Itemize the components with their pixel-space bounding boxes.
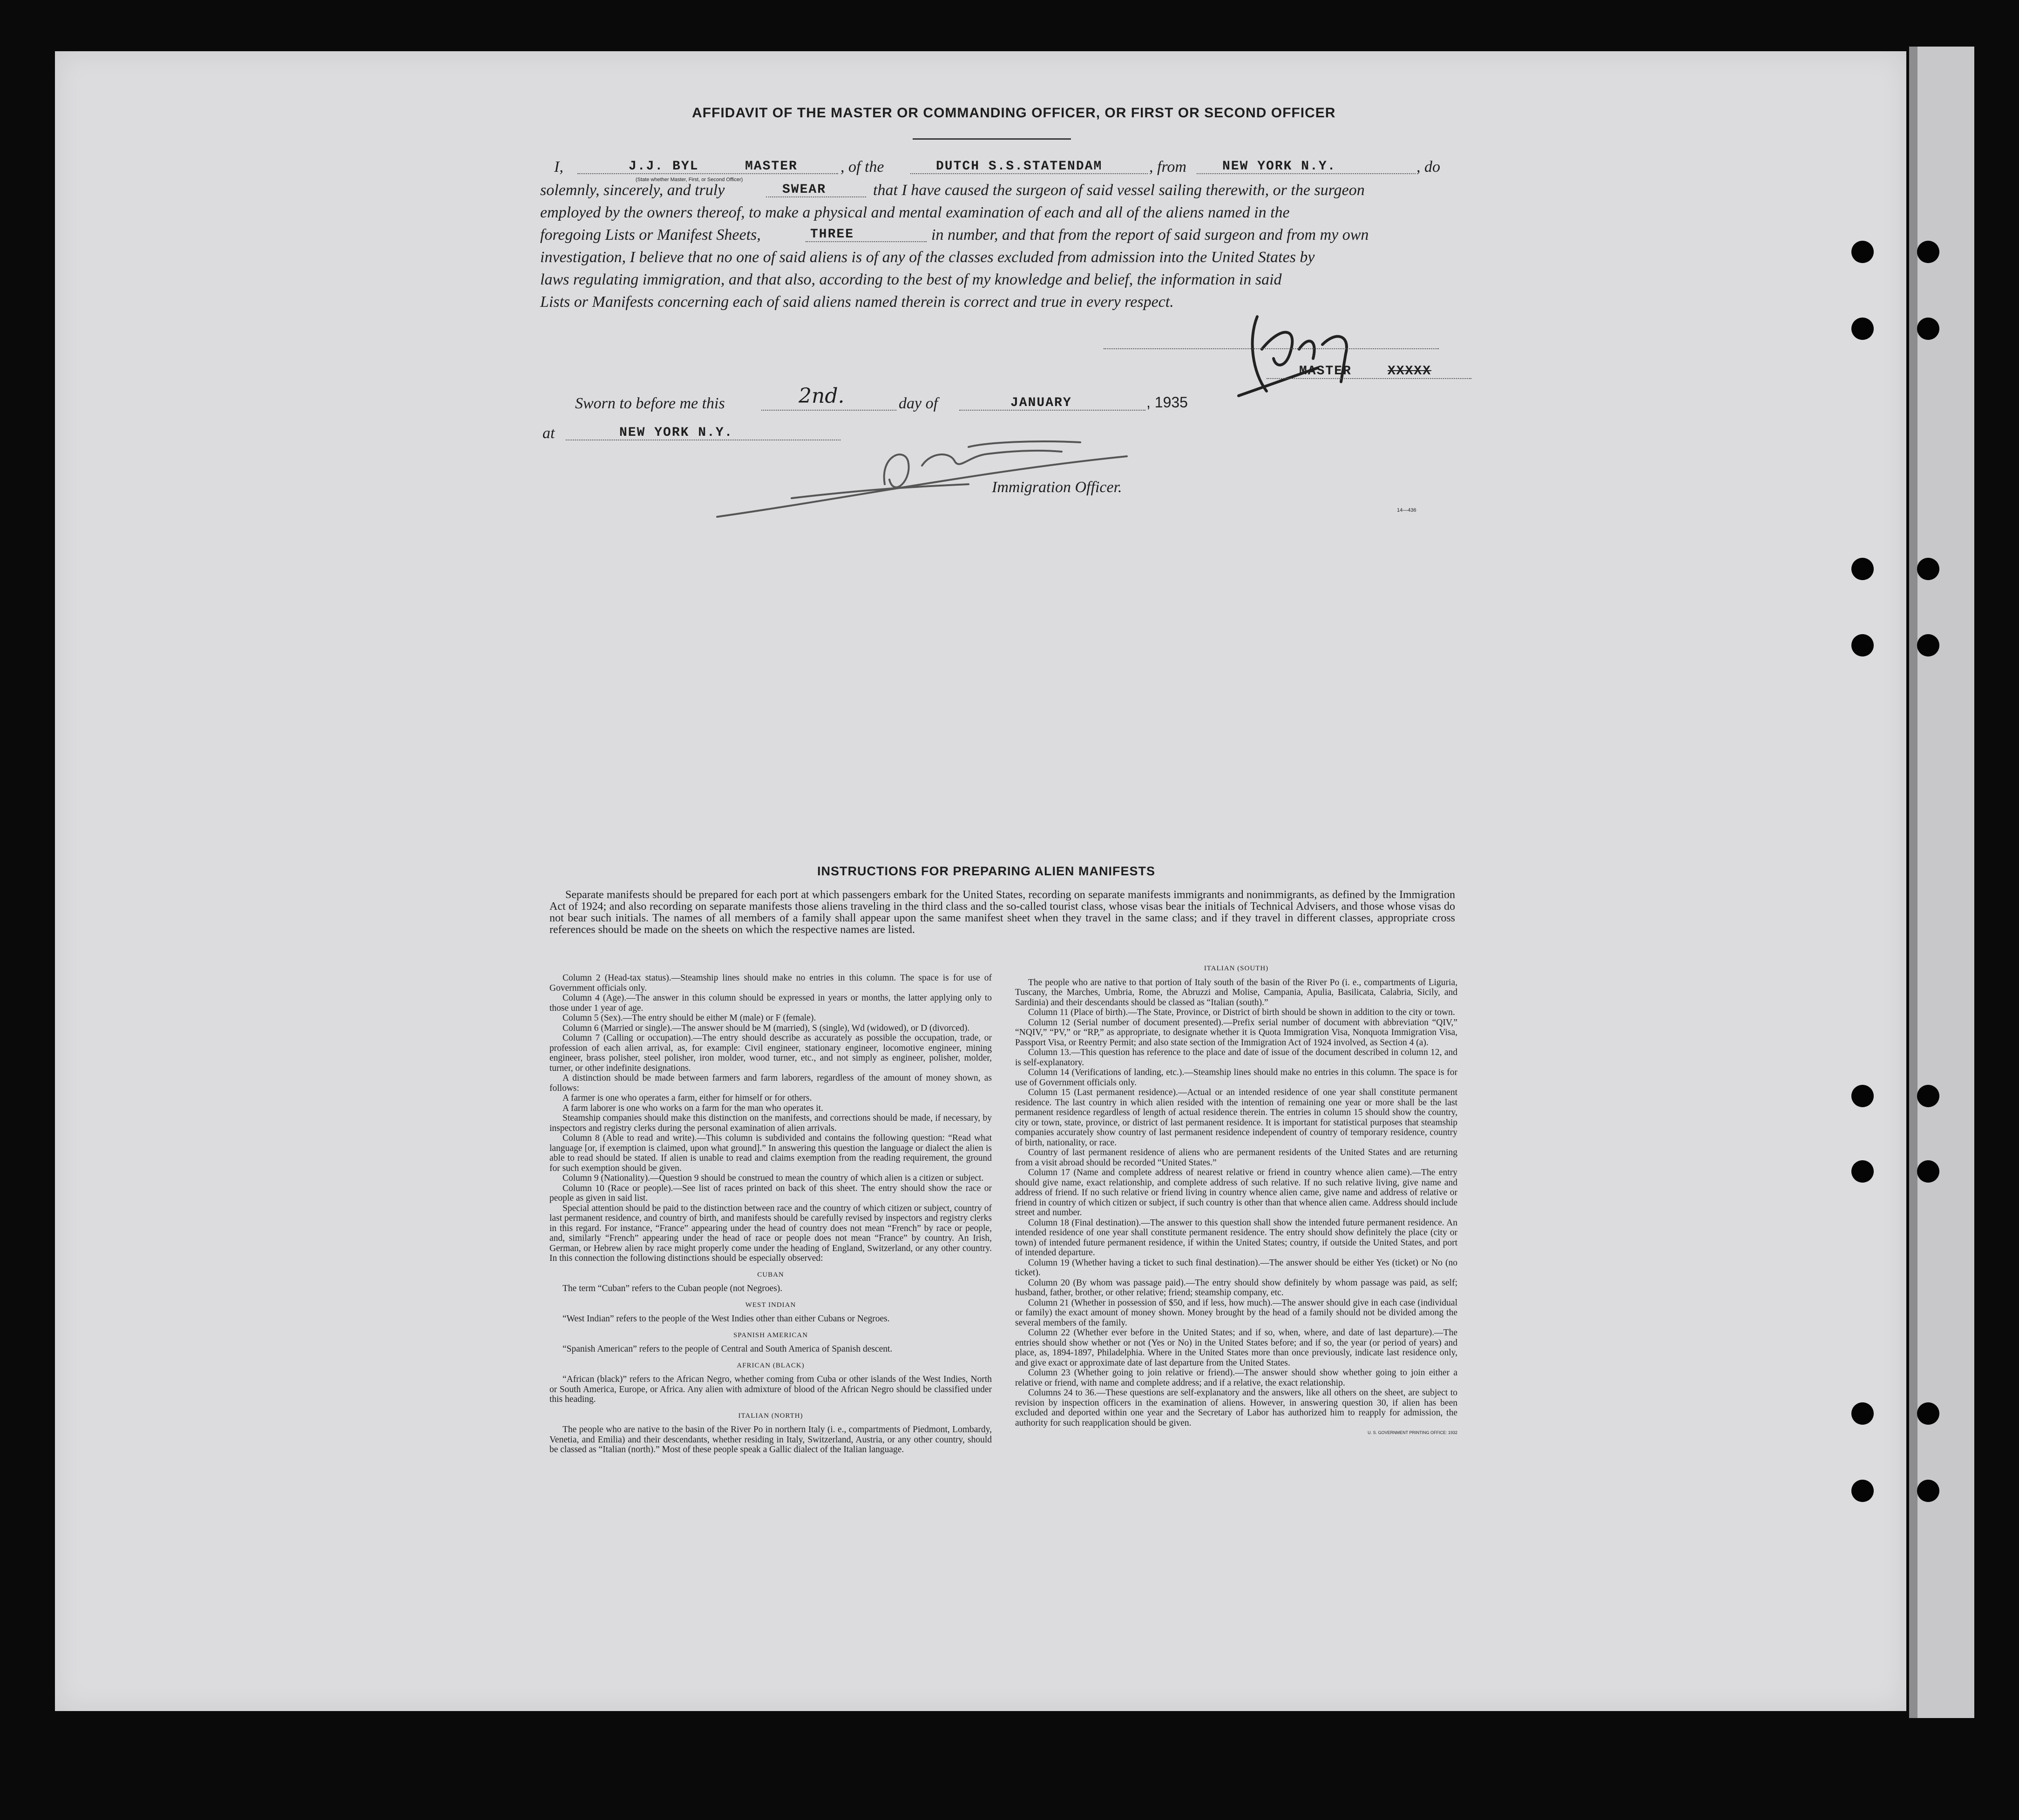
sworn-month: JANUARY	[1010, 396, 1072, 410]
heading-spanish-american: SPANISH AMERICAN	[733, 1331, 808, 1339]
instruction-paragraph: Column 17 (Name and complete address of nearest relative or friend in country whence alien came).—The entry should give name, exact relationship, and complete address of such relative. If no such relative living, give name and address of friend. If no such relative or friend living in country whence alien came, give name and address of relative or friend in country of which citizen or subject, if such country is other than that whence alien came. Address should include street and number.	[1015, 1168, 1457, 1218]
instruction-paragraph: Column 12 (Serial number of document presented).—Prefix serial number of document with abbreviation “QIV,” “NQIV,” “PV,” or “RP,” as appropriate, to designate whether it is Quota Immigration Visa, Nonquota Immigration Visa, Passport Visa, or Reentry Permit; and also state section of the Immigration Act of 1924 involved, as Section 4 (a).	[1015, 1017, 1457, 1048]
signature-title: MASTER	[1299, 364, 1352, 379]
affidavit-line3: employed by the owners thereof, to make a physical and mental examination of each and all of the aliens named in the	[540, 204, 1290, 221]
instruction-paragraph: Column 18 (Final destination).—The answer to this question shall show the intended future permanent residence. An intended residence of one year shall constitute permanent residence. The entry should show definitely the place (city or town) of intended future permanent residence, if within the United States; country, if outside the United States, and port of intended departure.	[1015, 1218, 1457, 1258]
instruction-paragraph: The people who are native to that portion of Italy south of the basin of the River Po (i. e., compartments of Liguria, Tuscany, the Marches, Umbria, Rome, the Abruzzi and Molise, Campania, Apulia, Basilicata, Calabria, Sicily, and Sardinia) and their descendants should be classed as “Italian (south).”	[1015, 977, 1457, 1008]
instruction-paragraph: Column 9 (Nationality).—Question 9 should be construed to mean the country of which alien is a citizen or subject.	[562, 1173, 984, 1183]
binder-hole	[1917, 558, 1939, 580]
binder-hole	[1851, 1160, 1874, 1183]
i-label: I,	[554, 158, 563, 176]
instruction-paragraph: Column 6 (Married or single).—The answer should be M (married), S (single), Wd (widowed), or D (divorced).	[562, 1023, 970, 1033]
instruction-paragraph: Column 23 (Whether going to join relative or friend).—The answer should show whether going to join either a relative or friend, with name and complete address; and if a relative, the exact relationship.	[1015, 1368, 1457, 1388]
binder-hole	[1917, 1402, 1939, 1425]
at-label: at	[542, 425, 555, 442]
form-number: 14—436	[1397, 507, 1416, 513]
affidavit-title: AFFIDAVIT OF THE MASTER OR COMMANDING OFFICER, OR FIRST OR SECOND OFFICER	[692, 105, 1336, 121]
from-port: NEW YORK N.Y.	[1222, 159, 1336, 174]
immigration-officer-label: Immigration Officer.	[992, 479, 1122, 496]
binder-hole	[1917, 634, 1939, 656]
heading-west-indian: WEST INDIAN	[745, 1301, 796, 1309]
binder-hole	[1851, 241, 1874, 263]
binder-hole	[1851, 558, 1874, 580]
officer-fill-line	[577, 173, 838, 174]
oath-word: SWEAR	[782, 183, 827, 197]
sworn-day-line	[761, 410, 896, 411]
sworn-day: 2nd.	[799, 384, 845, 408]
officer-name: J.J. BYL	[629, 159, 699, 174]
officer-rank: MASTER	[745, 159, 798, 174]
sheets-count: THREE	[810, 227, 854, 242]
instructions-right-column	[1015, 964, 1457, 1438]
affidavit-line2: that I have caused the surgeon of said vessel sailing therewith, or the surgeon	[873, 182, 1365, 199]
from-label: , from	[1149, 158, 1186, 176]
instruction-paragraph: Column 22 (Whether ever before in the United States; and if so, when, where, and date of last departure).—The entries should show whether or not (Yes or No) in the United States before; and if so, the year (or period of years) and place, as, 1894-1897, Philadelphia. Where in the United States more than once previously, indicate last residence only, and give exact or approximate date of last departure from the United States.	[1015, 1328, 1457, 1368]
instructions-title: INSTRUCTIONS FOR PREPARING ALIEN MANIFESTS	[817, 864, 1156, 878]
instruction-paragraph: Steamship companies should make this distinction on the manifests, and corrections should be made, if necessary, by inspectors and registry clerks during the personal examination of alien arrivals.	[549, 1113, 992, 1133]
struck-title: XXXXX	[1388, 364, 1432, 379]
affidavit-line5: investigation, I believe that no one of said aliens is of any of the classes excluded from admission into the United States by	[540, 249, 1315, 266]
instruction-paragraph: A distinction should be made between farmers and farm laborers, regardless of the amount of money shown, as follows:	[549, 1073, 992, 1093]
binder-hole	[1917, 241, 1939, 263]
at-place: NEW YORK N.Y.	[619, 426, 733, 440]
heading-african: AFRICAN (BLACK)	[737, 1361, 805, 1369]
instruction-paragraph: Country of last permanent residence of aliens who are permanent residents of the United States and are returning from a visit abroad should be recorded “United States.”	[1015, 1148, 1457, 1168]
signature-line-1	[1104, 348, 1439, 349]
of-the-label: , of the	[840, 158, 884, 176]
binder-hole	[1851, 1402, 1874, 1425]
instruction-paragraph: Column 4 (Age).—The answer in this column should be expressed in years or months, the latter applying only to those under 1 year of age.	[549, 993, 992, 1013]
printer-imprint: U. S. GOVERNMENT PRINTING OFFICE: 1932	[1368, 1430, 1457, 1435]
instruction-paragraph: Column 20 (By whom was passage paid).—The entry should show definitely by whom passage was paid, as self; husband, father, brother, or other relative; friend; steamship company, etc.	[1015, 1278, 1457, 1298]
instruction-paragraph: Special attention should be paid to the distinction between race and the country of which citizen or subject, country of last permanent residence, and country of birth, and manifests should be carefully revised by inspectors and registry clerks in this regard. For instance, “France” appearing under the head of country does not mean “French” by race or people, and, similarly “French” appearing under the head of race or people does not mean “France” by country. An Irish, German, or Hebrew alien by race might properly come under the heading of England, Switzerland, or any other country. In this connection the following distinctions should be especially observed:	[549, 1203, 992, 1263]
signature-line-2	[1267, 378, 1471, 379]
rank-note: (State whether Master, First, or Second Officer)	[636, 177, 743, 183]
instruction-paragraph: Column 11 (Place of birth).—The State, Province, or District of birth should be shown in addition to the city or town.	[1028, 1008, 1455, 1017]
do-label: , do	[1416, 158, 1440, 176]
solemnly-label: solemnly, sincerely, and truly	[540, 182, 725, 199]
instruction-paragraph: Column 14 (Verifications of landing, etc.).—Steamship lines should make no entries in this column. The space is for use of Government officials only.	[1015, 1068, 1457, 1088]
day-of-label: day of	[899, 395, 938, 412]
west-indian-definition: “West Indian” refers to the people of the West Indies other than either Cubans or Negroes.	[562, 1314, 890, 1324]
african-definition: “African (black)” refers to the African Negro, whether coming from Cuba or other islands of the West Indies, North or South America, Europe, or Africa. Any alien with admixture of blood of the African Negro should be classified under this heading.	[549, 1374, 992, 1404]
affidavit-line4-start: foregoing Lists or Manifest Sheets,	[540, 226, 761, 244]
instruction-paragraph: Column 21 (Whether in possession of $50, and if less, how much).—The answer should give in each case (individual or family) the exact amount of money shown. Money brought by the head of a family should not be divided among the several members of the family.	[1015, 1298, 1457, 1328]
instruction-paragraph: Column 19 (Whether having a ticket to such final destination).—The answer should be either Yes (ticket) or No (no ticket).	[1015, 1258, 1457, 1278]
instruction-paragraph: Column 13.—This question has reference to the place and date of issue of the document described in column 12, and is self-explanatory.	[1015, 1048, 1457, 1068]
sworn-year: , 1935	[1146, 394, 1188, 411]
instructions-intro: Separate manifests should be prepared for each port at which passengers embark for the United States, recording on separate manifests immigrants and nonimmigrants, as defined by the Immigration Act of 1924; and also recording on separate manifests those aliens traveling in the third class and the so-called tourist class, whose visas bear the initials of Technical Advisers, and those whose visas do not bear such initials. The names of all members of a family shall appear upon the same manifest sheet when they travel in the same class; and if they travel in different classes, appropriate cross references should be made on the sheets on which the respective names are listed.	[549, 889, 1455, 936]
affidavit-line7: Lists or Manifests concerning each of said aliens named therein is correct and true in every respect.	[540, 293, 1174, 311]
title-rule	[913, 138, 1071, 140]
instruction-paragraph: Column 5 (Sex).—The entry should be either M (male) or F (female).	[562, 1013, 816, 1023]
affidavit-line4-end: in number, and that from the report of said surgeon and from my own	[931, 226, 1369, 244]
heading-italian-north: ITALIAN (NORTH)	[738, 1412, 803, 1420]
instruction-paragraph: Column 7 (Calling or occupation).—The entry should describe as accurately as possible the occupation, trade, or profession of each alien arrival, as, for example: Civil engineer, stationary engineer, locomotive engineer, mining engineer, brass polisher, steel polisher, iron molder, wood turner, etc., and not simply as engineer, polisher, molder, turner, or other indefinite designations.	[549, 1033, 992, 1073]
affidavit-line6: laws regulating immigration, and that also, according to the best of my knowledge and belief, the information in said	[540, 271, 1282, 288]
binder-hole	[1851, 634, 1874, 656]
italian-north-definition: The people who are native to the basin of the River Po in northern Italy (i. e., compartments of Piedmont, Lombardy, Venetia, and Emilia) and their descendants, whether residing in Italy, Switzerland, Austria, or any other country, should be classed as “Italian (north).” Most of these people speak a Gallic dialect of the Italian language.	[549, 1425, 992, 1455]
instruction-paragraph: A farm laborer is one who works on a farm for the man who operates it.	[562, 1103, 823, 1113]
instruction-paragraph: Column 10 (Race or people).—See list of races printed on back of this sheet. The entry should show the race or people as given in said list.	[549, 1183, 992, 1203]
binder-hole	[1851, 1085, 1874, 1107]
spanish-american-definition: “Spanish American” refers to the people of Central and South America of Spanish descent.	[562, 1344, 893, 1354]
binder-hole	[1917, 1160, 1939, 1183]
cuban-definition: The term “Cuban” refers to the Cuban people (not Negroes).	[562, 1284, 783, 1293]
master-signature	[1229, 298, 1397, 400]
vessel-name: DUTCH S.S.STATENDAM	[936, 159, 1103, 174]
binder-hole	[1917, 318, 1939, 340]
binder-hole	[1917, 1480, 1939, 1502]
binder-hole	[1851, 318, 1874, 340]
instruction-paragraph: A farmer is one who operates a farm, either for himself or for others.	[562, 1093, 812, 1103]
binder-hole	[1917, 1085, 1939, 1107]
heading-italian-south: ITALIAN (SOUTH)	[1204, 965, 1269, 972]
instructions-left-column	[549, 973, 992, 1455]
instruction-paragraph: Column 2 (Head-tax status).—Steamship lines should make no entries in this column. The space is for use of Government officials only.	[549, 973, 992, 993]
officer-signature	[708, 428, 1192, 521]
instruction-paragraph: Column 8 (Able to read and write).—This column is subdivided and contains the following question: “Read what language [or, if exemption is claimed, upon what ground].” In answering this question the language or dialect the alien is able to read should be stated. If alien is unable to read and claims exemption from the reading requirement, the ground for such exemption should be given.	[549, 1133, 992, 1173]
binding-strip	[1909, 47, 1974, 1718]
heading-cuban: CUBAN	[757, 1271, 784, 1279]
instruction-paragraph: Column 15 (Last permanent residence).—Actual or an intended residence of one year shall constitute permanent residence. The last country in which alien resided with the intention of remaining one year or more shall be the last permanent residence regardless of length of actual residence therein. The entries in column 15 should show the country, city or town, state, province, or district of last permanent residence. It is important for statistical purposes that steamship companies accurately show country of last permanent residence independent of country of temporary residence, country of birth, nationality, or race.	[1015, 1088, 1457, 1148]
sworn-label: Sworn to before me this	[575, 395, 725, 412]
binder-hole	[1851, 1480, 1874, 1502]
instruction-paragraph: Columns 24 to 36.—These questions are self-explanatory and the answers, like all others on the sheet, are subject to revision by inspection officers in the examination of aliens. However, in answering question 30, if alien has been excluded and deported within one year and the Secretary of Labor has authorized him to reapply for admission, the authority for such reapplication should be given.	[1015, 1388, 1457, 1428]
